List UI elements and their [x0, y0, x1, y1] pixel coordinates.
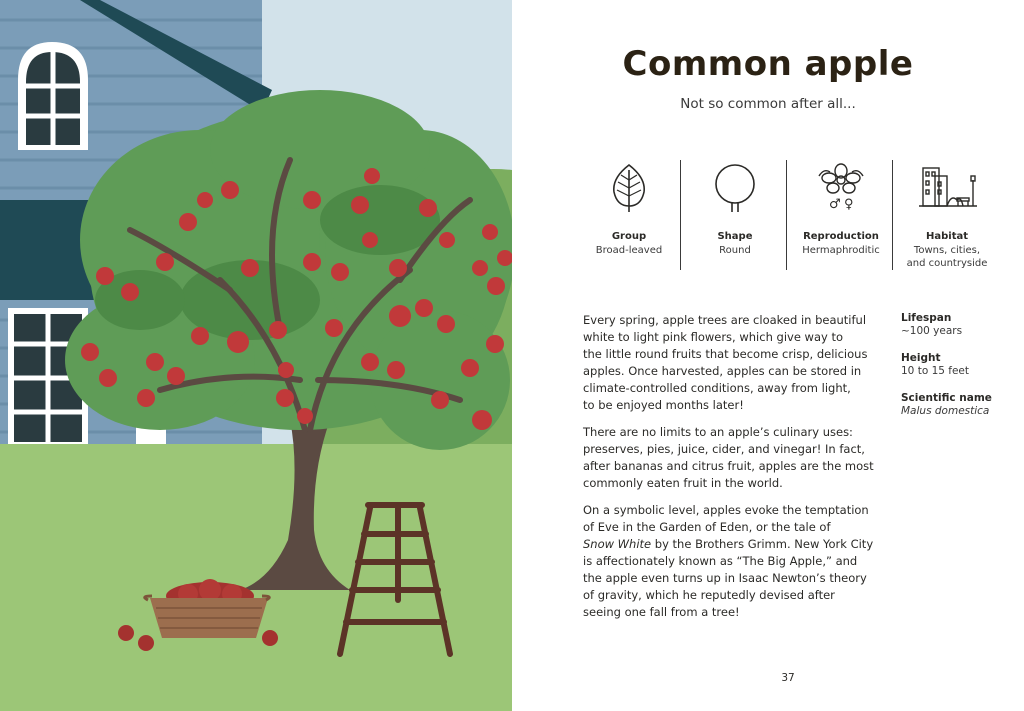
- fact-reproduction: [788, 158, 894, 274]
- fact-group: [576, 158, 682, 274]
- fact-value: Towns, cities, and countryside: [906, 245, 988, 269]
- paragraph: There are no limits to an apple’s culinary uses: preserves, pies, juice, cider, and vinegar! In fact, after bananas and citrus fruit, apples are the most commonly eaten fruit in the world.: [583, 425, 874, 490]
- town-icon: [917, 162, 977, 212]
- fact-habitat: [894, 158, 1000, 274]
- page-subtitle: Not so common after all...: [680, 96, 856, 112]
- divider: [680, 160, 681, 270]
- flower-icon: [816, 162, 866, 212]
- height-value: 10 to 15 feet: [901, 365, 970, 377]
- scientific-name-value: Malus domestica: [901, 405, 990, 417]
- fact-value: Broad-leaved: [595, 245, 663, 256]
- facts-row: [576, 158, 1002, 274]
- leaf-icon: [609, 162, 649, 212]
- height-label: Height: [901, 352, 941, 364]
- fact-value: Hermaphroditic: [802, 245, 880, 256]
- body-text: [583, 312, 883, 631]
- page-title: Common apple: [622, 44, 914, 84]
- divider: [786, 160, 787, 270]
- lifespan-value: ~100 years: [901, 325, 963, 337]
- svg-text:♂: ♂: [829, 197, 841, 212]
- scientific-name-label: Scientific name: [901, 392, 992, 404]
- text-page: [512, 0, 1024, 711]
- fact-label: Reproduction: [803, 231, 879, 242]
- paragraph: Every spring, apple trees are cloaked in beautiful white to light pink flowers, which give way to the little round fruits that become crisp, delicious apples. Once harvested, apples can be stored in climate-controlled conditions, away from light, to be enjoyed months later!: [583, 313, 868, 412]
- fact-label: Group: [611, 231, 647, 242]
- lifespan-label: Lifespan: [901, 312, 952, 324]
- side-facts: [901, 312, 1011, 432]
- fact-label: Shape: [717, 231, 753, 242]
- svg-text:♀: ♀: [844, 197, 854, 212]
- round-tree-icon: [713, 162, 757, 214]
- page-number: 37: [781, 672, 795, 684]
- fact-shape: [682, 158, 788, 274]
- paragraph: On a symbolic level, apples evoke the temptation of Eve in the Garden of Eden, or the tale of Snow White by the Brothers Grimm. New York City is affectionately known as “The Big Apple,” and the apple even turns up in Isaac Newton’s theory of gravity, which he reputedly devised after seeing one fall from a tree!: [583, 503, 874, 619]
- fact-value: Round: [719, 245, 751, 256]
- book-title: Snow White: [583, 537, 652, 551]
- fact-label: Habitat: [925, 231, 968, 242]
- arched-window: [18, 42, 88, 150]
- divider: [892, 160, 893, 270]
